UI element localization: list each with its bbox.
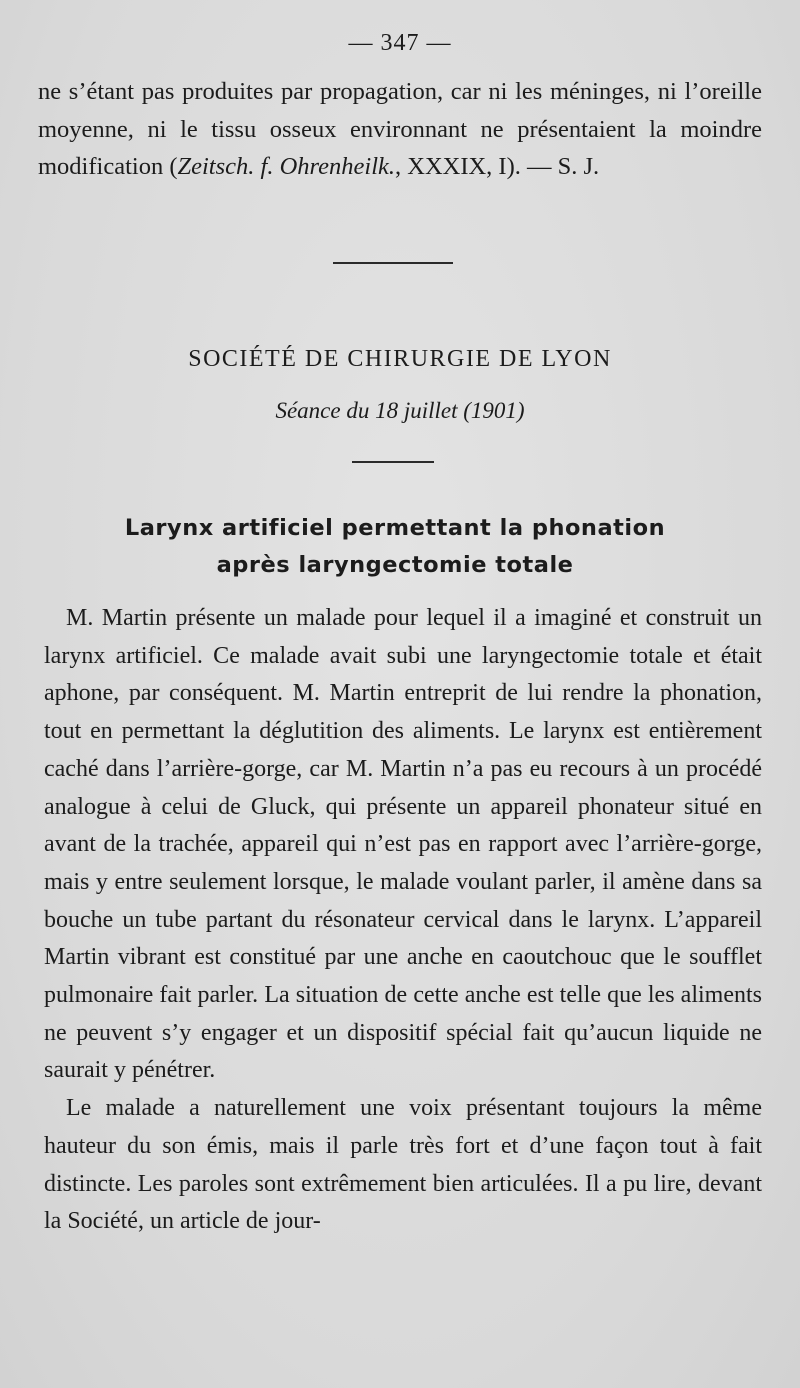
page-number: — 347 —	[348, 30, 452, 56]
society-heading: SOCIÉTÉ DE CHIRURGIE DE LYON	[188, 346, 612, 372]
heading-divider	[352, 461, 434, 463]
lead-text-before: ne s’étant pas produites par propagation, car ni les méninges, ni l’oreille moyenne, ni le tissu osseux environnant ne présentaient la moindre modification (	[38, 78, 762, 181]
session-line: Séance du 18 juillet (1901)	[275, 398, 525, 423]
article-body	[44, 600, 762, 1241]
article-title-line-1: Larynx artificiel permettant la phonation	[124, 515, 666, 541]
journal-citation: Zeitsch. f. Ohrenheilk.	[177, 153, 395, 181]
article-title-line-2: après laryngectomie totale	[216, 552, 574, 578]
lead-paragraph	[38, 73, 762, 186]
body-paragraph: Le malade a naturellement une voix présentant toujours la même hauteur du son émis, mais il parle très fort et d’une façon tout à fait distincte. Les paroles sont extrêmement bien articulées. Il a pu lire, devant la Société, un article de jour-	[44, 1095, 762, 1235]
body-paragraph: M. Martin présente un malade pour lequel il a imaginé et construit un larynx artificiel. Ce malade avait subi une laryngectomie totale et était aphone, par conséquent. M. Martin entreprit de lui rendre la phonation, tout en permettant la déglutition des aliments. Le larynx est entièrement caché dans l’arrière-gorge, car M. Martin n’a pas eu recours à un procédé analogue à celui de Gluck, qui présente un appareil phonateur situé en avant de la trachée, appareil qui n’est pas en rapport avec l’arrière-gorge, mais y entre seulement lorsque, le malade voulant parler, il amène dans sa bouche un tube partant du résonateur cervical dans le larynx. L’appareil Martin vibrant est constitué par une anche en caoutchouc que le soufflet pulmonaire fait parler. La situation de cette anche est telle que les aliments ne peuvent s’y engager et un dispositif spécial fait qu’aucun liquide ne saurait y pénétrer.	[44, 605, 762, 1084]
section-divider	[333, 262, 453, 264]
article-title	[0, 510, 790, 584]
lead-text-after: , XXXIX, I). — S. J.	[395, 153, 600, 181]
